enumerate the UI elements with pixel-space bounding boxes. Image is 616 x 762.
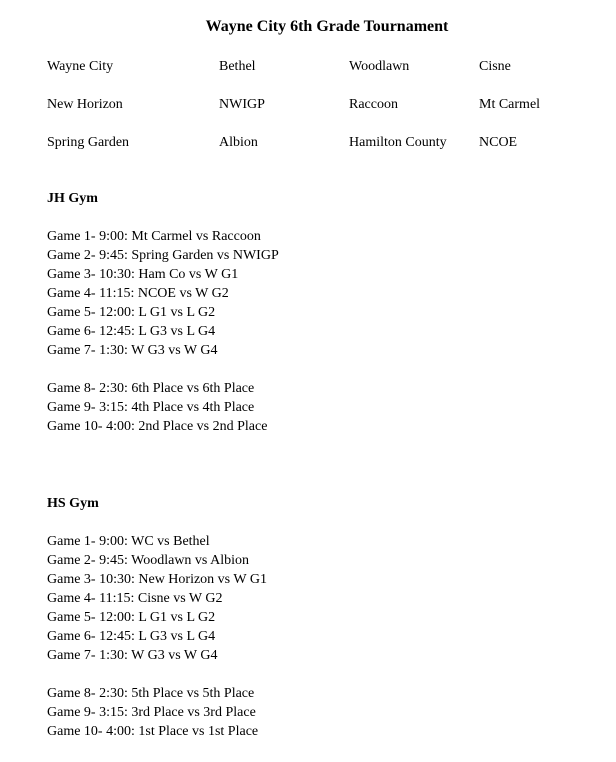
game-entry: Game 6- 12:45: L G3 vs L G4 [47,324,216,339]
teams-row [47,134,607,172]
spacer [47,665,267,684]
game-entry: Game 9- 3:15: 4th Place vs 4th Place [47,400,255,415]
team-name: NCOE [479,135,518,150]
game-entry: Game 7- 1:30: W G3 vs W G4 [47,648,218,663]
teams-grid [47,58,607,172]
team-name: Spring Garden [47,135,130,150]
jh-gym-schedule [47,227,279,436]
game-entry: Game 1- 9:00: WC vs Bethel [47,534,210,549]
game-entry: Game 2- 9:45: Woodlawn vs Albion [47,553,249,568]
team-name: Cisne [479,59,511,74]
game-entry: Game 4- 11:15: NCOE vs W G2 [47,286,229,301]
game-entry: Game 3- 10:30: New Horizon vs W G1 [47,572,267,587]
jh-gym-heading: JH Gym [47,191,98,206]
spacer [47,360,279,379]
game-entry: Game 5- 12:00: L G1 vs L G2 [47,305,216,320]
game-entry: Game 10- 4:00: 1st Place vs 1st Place [47,724,259,739]
game-entry: Game 2- 9:45: Spring Garden vs NWIGP [47,248,279,263]
team-name: Wayne City [47,59,114,74]
game-entry: Game 8- 2:30: 6th Place vs 6th Place [47,381,255,396]
game-entry: Game 10- 4:00: 2nd Place vs 2nd Place [47,419,268,434]
team-name: Albion [219,135,258,150]
team-name: NWIGP [219,97,265,112]
team-name: Mt Carmel [479,97,541,112]
game-entry: Game 7- 1:30: W G3 vs W G4 [47,343,218,358]
game-entry: Game 3- 10:30: Ham Co vs W G1 [47,267,239,282]
team-name: Bethel [219,59,256,74]
team-name: New Horizon [47,97,123,112]
game-entry: Game 1- 9:00: Mt Carmel vs Raccoon [47,229,261,244]
game-entry: Game 4- 11:15: Cisne vs W G2 [47,591,223,606]
team-name: Raccoon [349,97,398,112]
team-name: Woodlawn [349,59,410,74]
teams-row [47,58,607,96]
document-title: Wayne City 6th Grade Tournament [205,18,449,35]
teams-row [47,96,607,134]
team-name: Hamilton County [349,135,447,150]
game-entry: Game 8- 2:30: 5th Place vs 5th Place [47,686,255,701]
hs-gym-schedule [47,532,267,741]
game-entry: Game 6- 12:45: L G3 vs L G4 [47,629,216,644]
game-entry: Game 9- 3:15: 3rd Place vs 3rd Place [47,705,256,720]
game-entry: Game 5- 12:00: L G1 vs L G2 [47,610,216,625]
hs-gym-heading: HS Gym [47,496,99,511]
